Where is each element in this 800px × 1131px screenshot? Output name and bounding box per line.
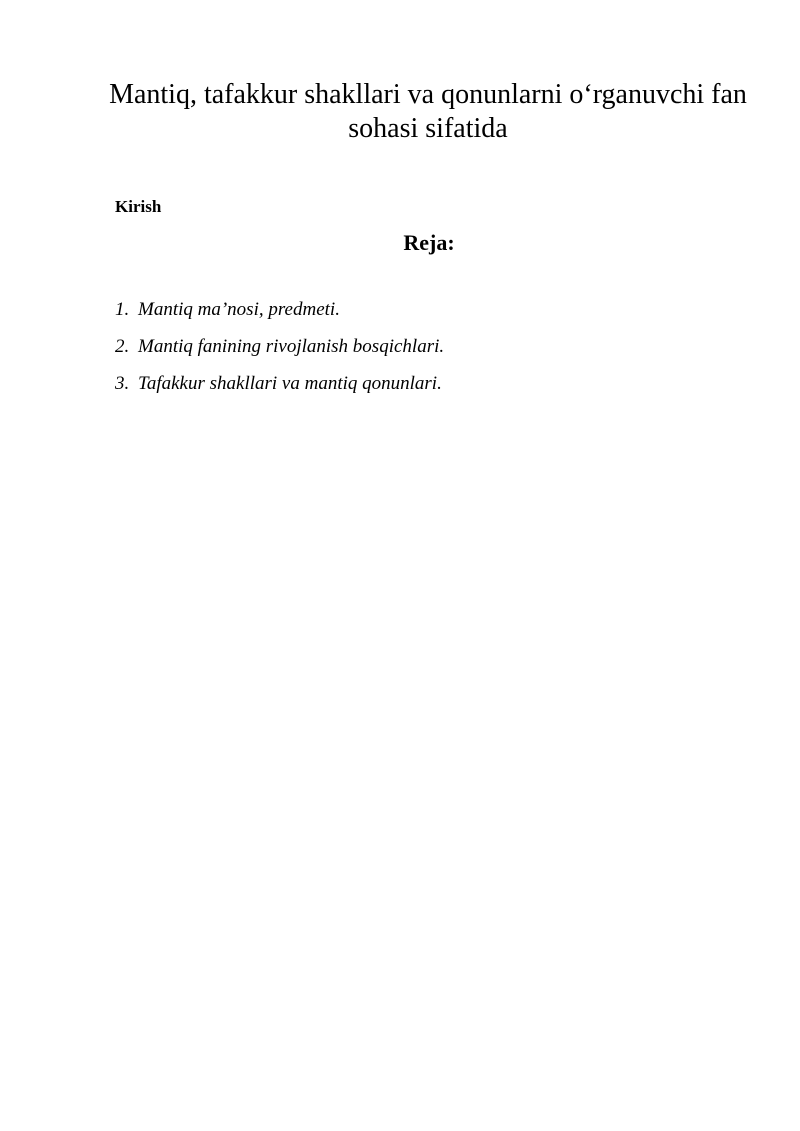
plan-list-item [115, 296, 444, 323]
plan-item-number: 1. [115, 299, 130, 320]
plan-item-text: Mantiq ma’nosi, predmeti. [138, 299, 340, 320]
plan-heading: Reja: [403, 230, 455, 255]
plan-list-item [115, 333, 444, 360]
plan-list [115, 296, 444, 407]
plan-list-item [115, 370, 444, 397]
section-label-kirish: Kirish [115, 197, 162, 216]
document-title: Mantiq, tafakkur shakllari va qonunlarni o‘rganuvchi fan sohasi sifatida [109, 79, 747, 144]
plan-item-text: Tafakkur shakllari va mantiq qonunlari. [138, 373, 442, 394]
plan-item-number: 2. [115, 336, 130, 357]
plan-item-number: 3. [115, 373, 130, 394]
plan-item-text: Mantiq fanining rivojlanish bosqichlari. [138, 336, 445, 357]
